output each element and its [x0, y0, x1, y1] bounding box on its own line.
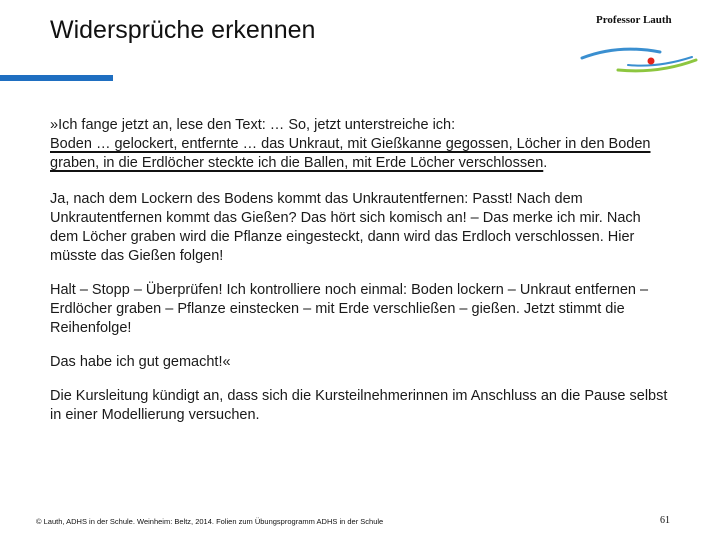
paragraph-1-end: .: [543, 155, 548, 171]
paragraph-2: Ja, nach dem Lockern des Bodens kommt das Unkrautentfernen: Passt! Nach dem Unkrautentfernen kommt das Gießen? Das hört sich komisch an! – Das merke ich mir. Nach dem Löcher graben wird die Pflanze eingesteckt, dann wird das Erdloch verschlossen. Hier müsste das Gießen folgen!: [50, 191, 641, 264]
page-title: Widersprüche erkennen: [50, 16, 316, 44]
paragraph-5: Die Kursleitung kündigt an, dass sich die Kursteilnehmerinnen im Anschluss an die Pause selbst in einer Modellierung versuchen.: [50, 388, 668, 423]
author-label: Professor Lauth: [596, 14, 672, 26]
paragraph-1-intro: »Ich fange jetzt an, lese den Text: … So, jetzt unterstreiche ich:: [50, 117, 456, 133]
paragraph-3: Halt – Stopp – Überprüfen! Ich kontrolliere noch einmal: Boden lockern – Unkraut entfernen – Erdlöcher graben – Pflanze einstecken – mit Erde verschließen – gießen. Jetzt stimmt die Reihenfolge!: [50, 282, 649, 336]
paragraph-1: [50, 116, 672, 173]
accent-bar: [0, 75, 113, 81]
underlined-keywords: Boden … gelockert, entfernte … das Unkraut, mit Gießkanne gegossen, Löcher in den Boden graben, in die Erdlöcher steckte ich die Ballen, mit Erde Löcher verschlossen: [50, 136, 651, 171]
arc-swoosh-logo-icon: [578, 44, 698, 78]
footer-citation: © Lauth, ADHS in der Schule. Weinheim: Beltz, 2014. Folien zum Übungsprogramm ADHS in der Schule: [36, 517, 384, 526]
page-number: 61: [660, 515, 670, 526]
body-text: [50, 116, 672, 440]
paragraph-4: Das habe ich gut gemacht!«: [50, 354, 231, 370]
